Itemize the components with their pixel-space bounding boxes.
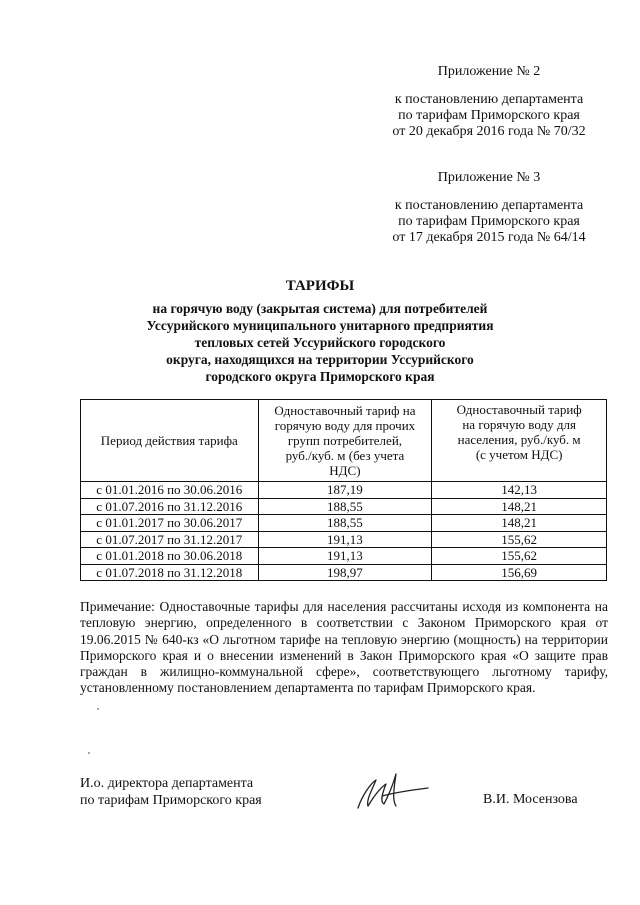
appendix-3-line: к постановлению департамента — [394, 198, 584, 213]
table-row — [81, 515, 607, 532]
population-tariff-cell: 155,62 — [432, 548, 607, 565]
table-row — [81, 531, 607, 548]
signatory-position — [80, 775, 262, 809]
header-population-line: Одноставочный тариф — [456, 402, 582, 417]
header-other-line: горячую воду для прочих — [274, 418, 416, 433]
appendix-3-block — [380, 170, 598, 246]
population-tariff-cell: 155,62 — [432, 531, 607, 548]
table-row — [81, 482, 607, 499]
heading-line: городского округа Приморского края — [205, 369, 435, 384]
population-tariff-cell: 156,69 — [432, 564, 607, 581]
appendix-2-title: Приложение № 2 — [437, 64, 541, 79]
heading-line: тепловых сетей Уссурийского городского — [194, 335, 446, 350]
period-cell: с 01.01.2018 по 30.06.2018 — [81, 548, 259, 565]
table-row — [81, 564, 607, 581]
header-other-consumers — [258, 400, 432, 482]
period-cell: с 01.07.2016 по 31.12.2016 — [81, 498, 259, 515]
signatory-name: В.И. Мосензова — [483, 792, 578, 807]
appendix-2-line: по тарифам Приморского края — [398, 108, 580, 123]
appendix-2-line: к постановлению департамента — [394, 92, 584, 107]
header-population-line: (с учетом НДС) — [475, 447, 563, 462]
appendix-3-title: Приложение № 3 — [437, 170, 541, 185]
signatory-position-line: по тарифам Приморского края — [80, 793, 262, 808]
appendix-2-line: от 20 декабря 2016 года № 70/32 — [392, 124, 586, 139]
population-tariff-cell: 142,13 — [432, 482, 607, 499]
heading-line: округа, находящихся на территории Уссурийского — [166, 352, 474, 367]
header-population-line: на горячую воду для — [462, 417, 576, 432]
period-cell: с 01.01.2016 по 30.06.2016 — [81, 482, 259, 499]
other-tariff-cell: 198,97 — [258, 564, 432, 581]
other-tariff-cell: 187,19 — [258, 482, 432, 499]
scan-speck — [97, 708, 99, 710]
appendix-2-block — [380, 64, 598, 140]
table-row — [81, 548, 607, 565]
signatory-position-line: И.о. директора департамента — [80, 776, 254, 791]
appendix-3-line: от 17 декабря 2015 года № 64/14 — [392, 230, 586, 245]
period-cell: с 01.07.2018 по 31.12.2018 — [81, 564, 259, 581]
header-other-line: групп потребителей, — [287, 433, 403, 448]
header-other-line: НДС) — [329, 463, 361, 478]
tariff-table — [80, 399, 607, 581]
header-period: Период действия тарифа — [81, 400, 259, 482]
scan-speck — [88, 752, 90, 754]
other-tariff-cell: 188,55 — [258, 498, 432, 515]
heading-line: на горячую воду (закрытая система) для потребителей — [152, 301, 488, 316]
table-row — [81, 498, 607, 515]
other-tariff-cell: 191,13 — [258, 548, 432, 565]
header-population — [432, 400, 607, 482]
population-tariff-cell: 148,21 — [432, 515, 607, 532]
appendix-3-line: по тарифам Приморского края — [398, 214, 580, 229]
header-other-line: Одноставочный тариф на — [274, 403, 416, 418]
heading-line: Уссурийского муниципального унитарного предприятия — [146, 318, 494, 333]
document-heading — [0, 278, 640, 385]
other-tariff-cell: 188,55 — [258, 515, 432, 532]
period-cell: с 01.01.2017 по 30.06.2017 — [81, 515, 259, 532]
document-title: ТАРИФЫ — [285, 278, 355, 294]
header-population-line: населения, руб./куб. м — [457, 432, 581, 447]
other-tariff-cell: 191,13 — [258, 531, 432, 548]
handwritten-signature — [352, 766, 432, 816]
period-cell: с 01.07.2017 по 31.12.2017 — [81, 531, 259, 548]
note-paragraph: Примечание: Одноставочные тарифы для населения рассчитаны исходя из компонента на тепловую энергию, определенного в соответствии с Законом Приморского края от 19.06.2015 № 640-кз «О льготном тарифе на тепловую энергию (мощность) на территории Приморского края и о внесении изменений в Закон Приморского края «О защите прав граждан в жилищно-коммунальной сфере», соответствующего льготному тарифу, установленному постановлением департамента по тарифам Приморского края. — [80, 599, 608, 696]
population-tariff-cell: 148,21 — [432, 498, 607, 515]
header-other-line: руб./куб. м (без учета — [285, 448, 405, 463]
